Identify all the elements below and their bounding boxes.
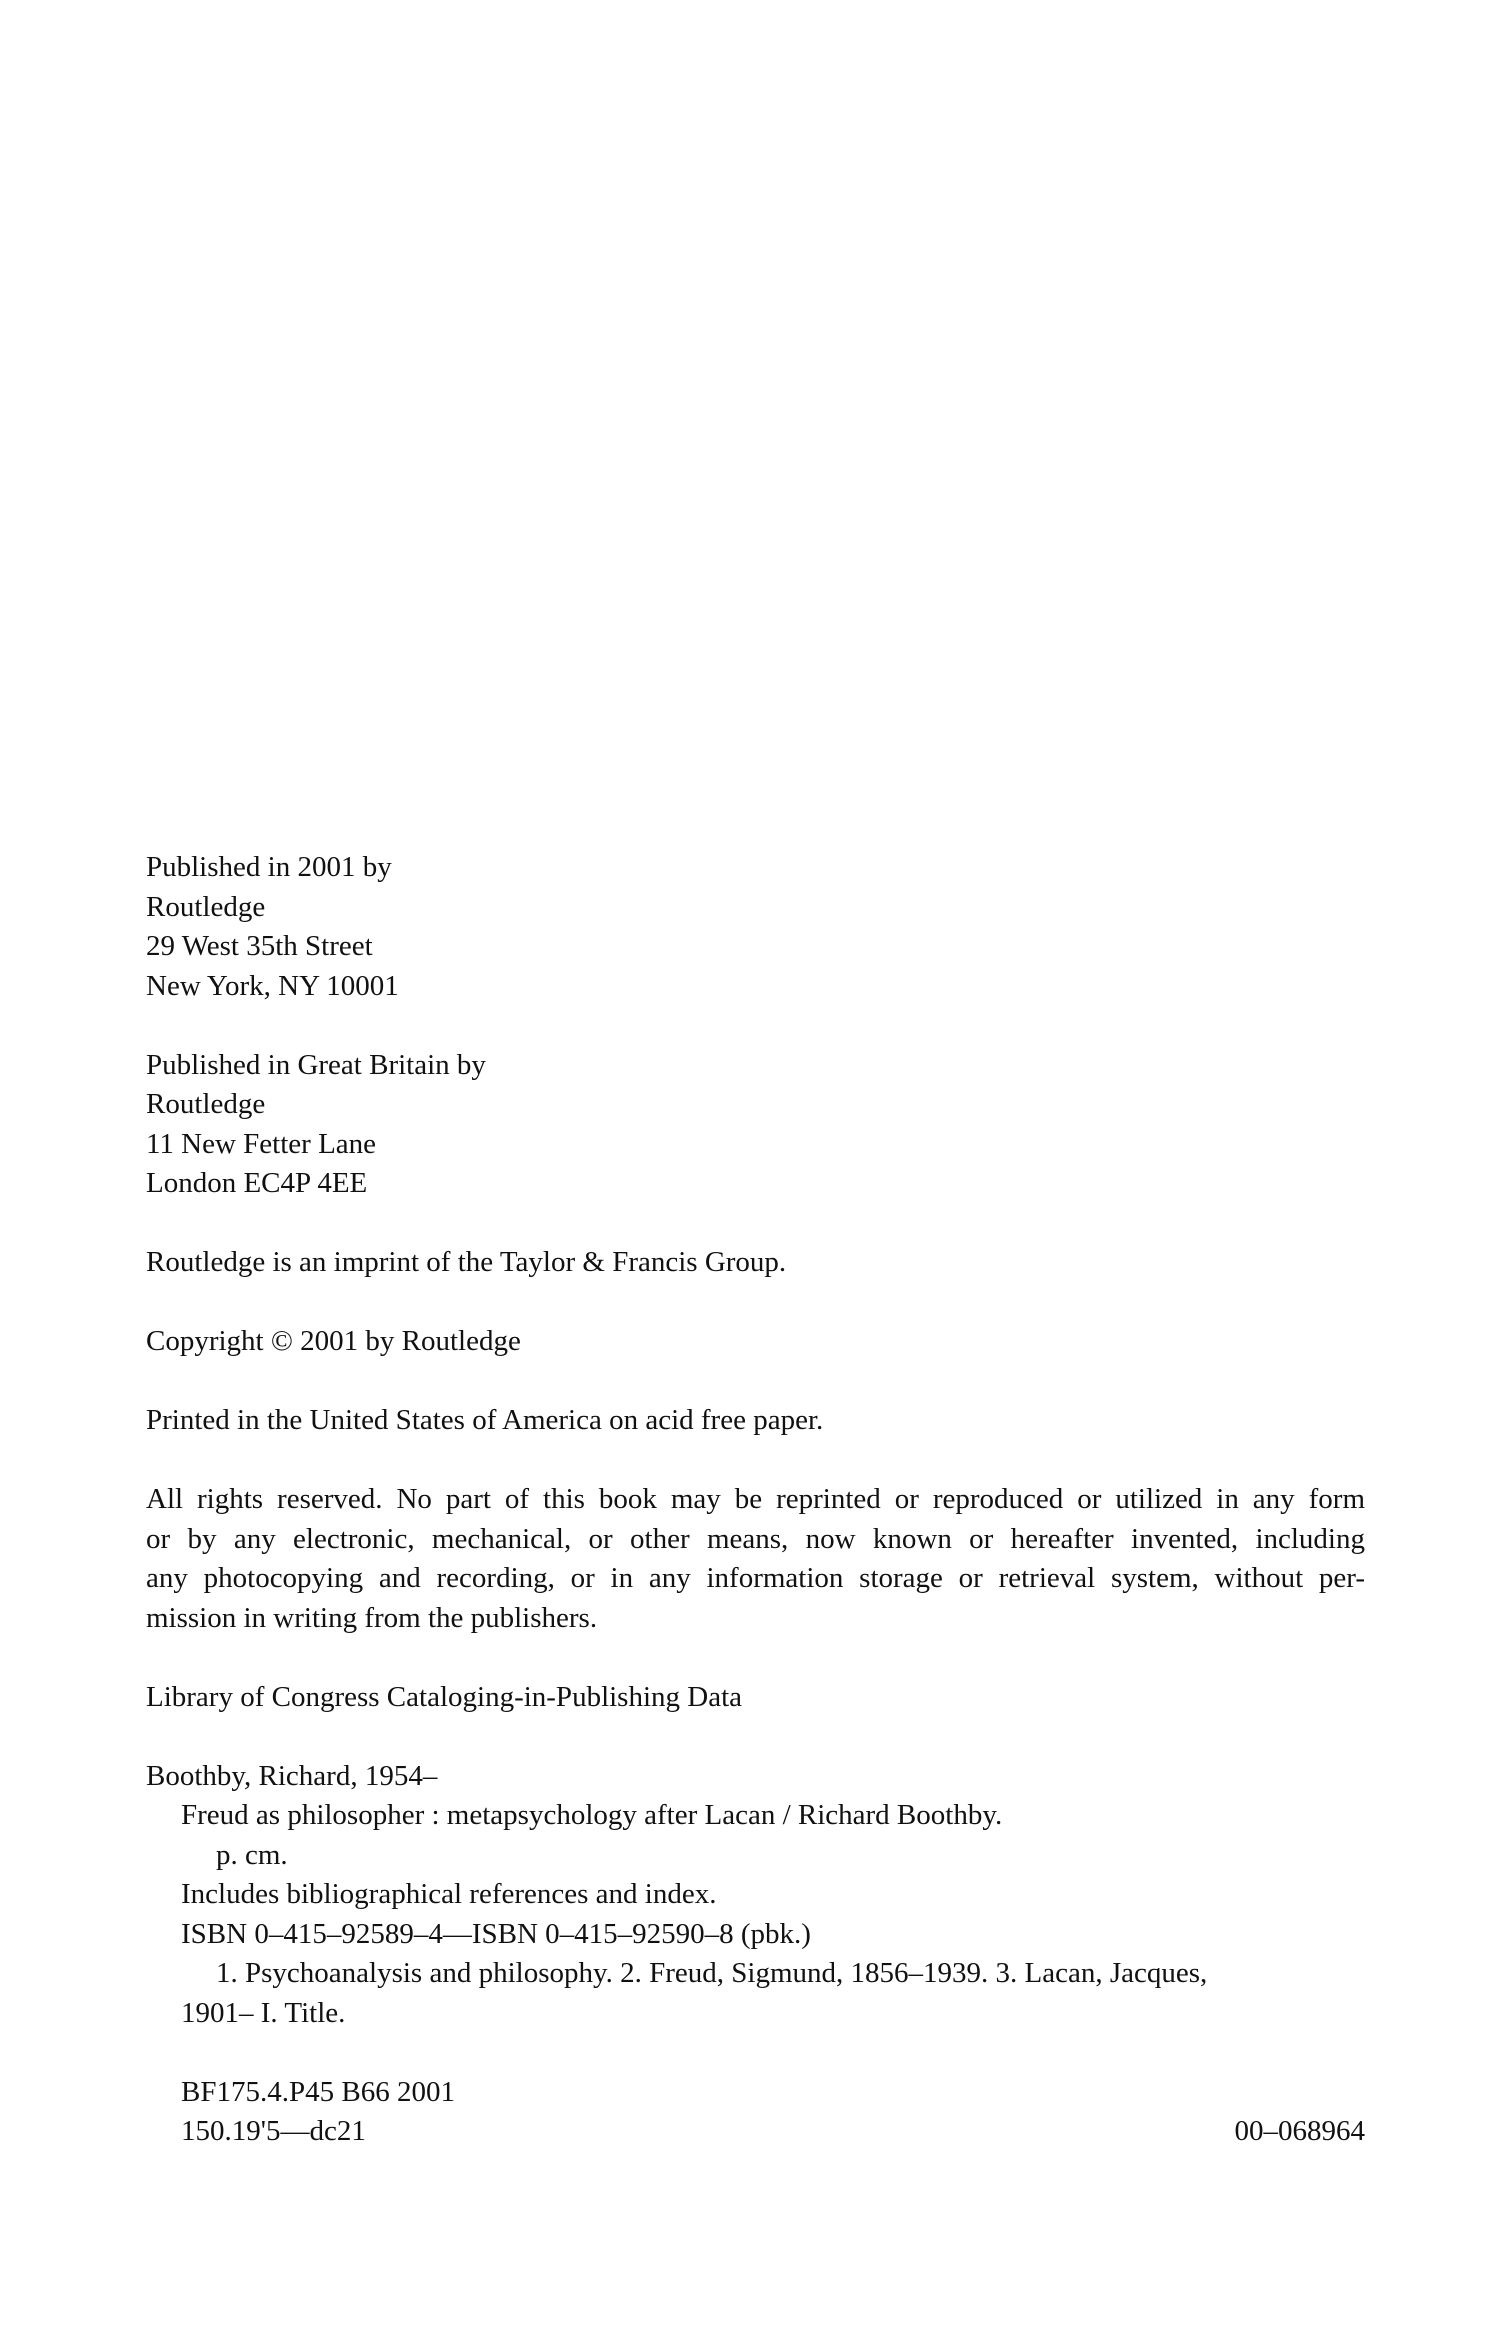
us-publisher-line-1: Published in 2001 by [146,851,392,883]
uk-publisher-line-3: 11 New Fetter Lane [146,1127,377,1160]
cip-heading: Library of Congress Cataloging-in-Publishing Data [146,1680,743,1713]
cip-dewey: 150.19'5—dc21 [181,2115,366,2147]
cip-record [146,1757,1366,2152]
us-publisher-line-2: Routledge [146,890,266,923]
spacer [146,1717,1366,1757]
spacer [146,1362,1366,1402]
uk-publisher-line-4: London EC4P 4EE [146,1167,368,1199]
us-publisher-line-4: New York, NY 10001 [146,969,399,1002]
rights-line-4: mission in writing from the publishers. [146,1601,598,1634]
cip-subjects-line-1: 1. Psychoanalysis and philosophy. 2. Freud, Sigmund, 1856–1939. 3. Lacan, Jacques, [216,1957,1208,1989]
spacer [146,1441,1366,1481]
copyright-notice: Copyright © 2001 by Routledge [146,1325,521,1357]
rights-line-1: All rights reserved. No part of this book may be reprinted or reproduced or utilized in any form [146,1483,1365,1515]
printed-note: Printed in the United States of America on acid free paper. [146,1404,824,1436]
uk-publisher-line-2: Routledge [146,1088,266,1120]
us-publisher-line-3: 29 West 35th Street [146,930,373,962]
spacer [146,2033,1366,2073]
cip-title: Freud as philosopher : metapsychology after Lacan / Richard Boothby. [181,1799,1003,1831]
cip-lccn: 00–068964 [1234,2115,1365,2147]
spacer [146,1283,1366,1323]
imprint-note: Routledge is an imprint of the Taylor & Francis Group. [146,1246,787,1278]
rights-line-2: or by any electronic, mechanical, or other means, now known or hereafter invented, including [146,1522,1365,1555]
uk-publisher-block [146,1046,1366,1204]
cip-lc-class: BF175.4.P45 B66 2001 [181,2075,455,2108]
uk-publisher-line-1: Published in Great Britain by [146,1048,486,1081]
spacer [146,1638,1366,1678]
rights-paragraph [146,1480,1365,1638]
spacer [146,1006,1366,1046]
cip-isbn: ISBN 0–415–92589–4—ISBN 0–415–92590–8 (pbk.) [181,1917,811,1950]
cip-author: Boothby, Richard, 1954– [146,1759,438,1792]
cip-includes: Includes bibliographical references and index. [181,1878,717,1910]
spacer [146,1204,1366,1244]
us-publisher-block [146,848,1366,1006]
cip-pages: p. cm. [216,1838,288,1871]
copyright-page [146,848,1366,2152]
cip-subjects-line-2: 1901– I. Title. [181,1996,346,2029]
rights-line-3: any photocopying and recording, or in any information storage or retrieval system, without per- [146,1562,1365,1594]
cip-classification-row [146,2112,1365,2152]
